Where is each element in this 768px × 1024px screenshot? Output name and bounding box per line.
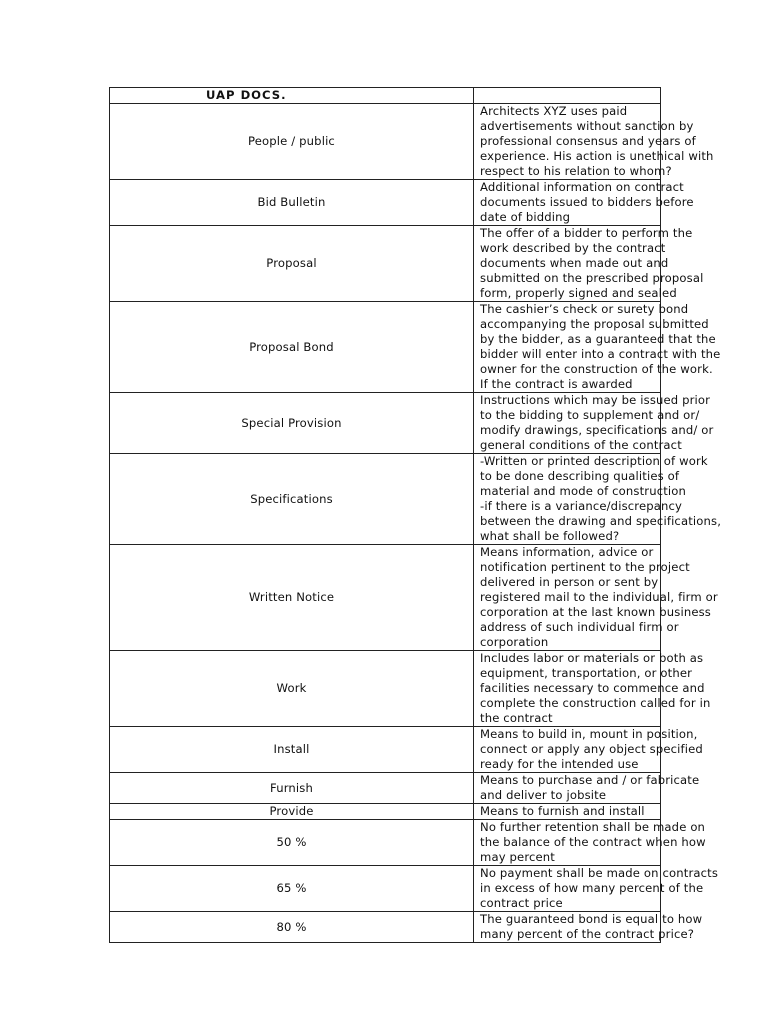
description-line: facilities necessary to commence and	[480, 681, 705, 695]
description-cell	[474, 302, 721, 393]
description-line: owner for the construction of the work.	[480, 362, 713, 376]
description-line: corporation at the last known business	[480, 605, 711, 619]
description-line: Additional information on contract	[480, 180, 684, 194]
term-cell: Provide	[110, 804, 474, 820]
description-line: Includes labor or materials or both as	[480, 651, 704, 665]
term-cell: Furnish	[110, 773, 474, 804]
description-line: Means to purchase and / or fabricate	[480, 773, 700, 787]
uap-docs-table	[109, 87, 722, 943]
description-line: documents issued to bidders before	[480, 195, 694, 209]
description-line: submitted on the prescribed proposal	[480, 271, 704, 285]
description-line: date of bidding	[480, 210, 571, 224]
description-cell	[474, 727, 703, 773]
table-row	[110, 820, 661, 866]
description-line: Instructions which may be issued prior	[480, 393, 711, 407]
description-cell	[474, 104, 714, 180]
table-row	[110, 393, 661, 454]
term-cell: Special Provision	[110, 393, 474, 454]
term-cell: 65 %	[110, 866, 474, 912]
description-cell	[474, 912, 703, 943]
description-cell	[474, 866, 719, 912]
description-line: many percent of the contract price?	[480, 927, 695, 941]
description-line: The offer of a bidder to perform the	[480, 226, 693, 240]
description-line: No payment shall be made on contracts	[480, 866, 719, 880]
description-cell	[474, 651, 711, 727]
description-line: and deliver to jobsite	[480, 788, 607, 802]
table-row	[110, 912, 661, 943]
table-row	[110, 226, 661, 302]
description-line: Architects XYZ uses paid	[480, 104, 628, 118]
header-description-cell	[474, 88, 661, 104]
table-row	[110, 454, 661, 545]
description-line: to the bidding to supplement and or/	[480, 408, 700, 422]
table-row	[110, 866, 661, 912]
table-row	[110, 104, 661, 180]
term-cell: People / public	[110, 104, 474, 180]
description-line: material and mode of construction	[480, 484, 687, 498]
term-cell: Proposal Bond	[110, 302, 474, 393]
description-line: by the bidder, as a guaranteed that the	[480, 332, 716, 346]
description-cell	[474, 804, 661, 820]
description-line: No further retention shall be made on	[480, 820, 706, 834]
table-row	[110, 727, 661, 773]
table-row	[110, 302, 661, 393]
description-line: address of such individual firm or	[480, 620, 679, 634]
description-line: to be done describing qualities of	[480, 469, 680, 483]
description-line: the contract	[480, 711, 553, 725]
table-body	[110, 88, 722, 943]
description-cell	[474, 545, 718, 651]
description-line: professional consensus and years of	[480, 134, 696, 148]
description-line: documents when made out and	[480, 256, 669, 270]
description-line: work described by the contract	[480, 241, 666, 255]
header-term-cell: UAP DOCS.	[110, 88, 474, 104]
description-line: may percent	[480, 850, 555, 864]
term-cell: Install	[110, 727, 474, 773]
description-line: between the drawing and specifications,	[480, 514, 722, 528]
description-line: -Written or printed description of work	[480, 454, 708, 468]
term-cell: Work	[110, 651, 474, 727]
description-line: delivered in person or sent by	[480, 575, 659, 589]
description-cell	[474, 226, 704, 302]
description-line: -if there is a variance/discrepancy	[480, 499, 683, 513]
description-line: connect or apply any object specified	[480, 742, 703, 756]
table-row	[110, 773, 661, 804]
description-line: Means to build in, mount in position,	[480, 727, 698, 741]
description-line: experience. His action is unethical with	[480, 149, 714, 163]
term-cell: Proposal	[110, 226, 474, 302]
term-cell: Specifications	[110, 454, 474, 545]
term-cell: 50 %	[110, 820, 474, 866]
description-line: accompanying the proposal submitted	[480, 317, 709, 331]
description-line: contract price	[480, 896, 563, 910]
term-cell: Bid Bulletin	[110, 180, 474, 226]
description-cell	[474, 393, 714, 454]
description-cell	[474, 820, 706, 866]
description-line: registered mail to the individual, firm or	[480, 590, 718, 604]
description-line: corporation	[480, 635, 549, 649]
description-line: The guaranteed bond is equal to how	[480, 912, 703, 926]
table-row	[110, 804, 661, 820]
description-line: If the contract is awarded	[480, 377, 633, 391]
description-line: in excess of how many percent of the	[480, 881, 704, 895]
description-line: what shall be followed?	[480, 529, 620, 543]
table-row	[110, 651, 661, 727]
term-cell: 80 %	[110, 912, 474, 943]
description-line: form, properly signed and sealed	[480, 286, 677, 300]
description-cell	[474, 454, 722, 545]
table-header-row	[110, 88, 661, 104]
description-line: advertisements without sanction by	[480, 119, 694, 133]
description-line: bidder will enter into a contract with the	[480, 347, 721, 361]
description-cell	[474, 180, 694, 226]
description-line: ready for the intended use	[480, 757, 639, 771]
description-line: general conditions of the contract	[480, 438, 682, 452]
description-line: Means information, advice or	[480, 545, 654, 559]
description-line: complete the construction called for in	[480, 696, 711, 710]
description-cell	[474, 773, 700, 804]
description-line: Means to furnish and install	[480, 804, 645, 818]
table-row	[110, 545, 661, 651]
description-line: notification pertinent to the project	[480, 560, 690, 574]
description-line: the balance of the contract when how	[480, 835, 706, 849]
description-line: equipment, transportation, or other	[480, 666, 693, 680]
description-line: modify drawings, specifications and/ or	[480, 423, 714, 437]
description-line: The cashier’s check or surety bond	[480, 302, 689, 316]
term-cell: Written Notice	[110, 545, 474, 651]
description-line: respect to his relation to whom?	[480, 164, 672, 178]
table-row	[110, 180, 661, 226]
